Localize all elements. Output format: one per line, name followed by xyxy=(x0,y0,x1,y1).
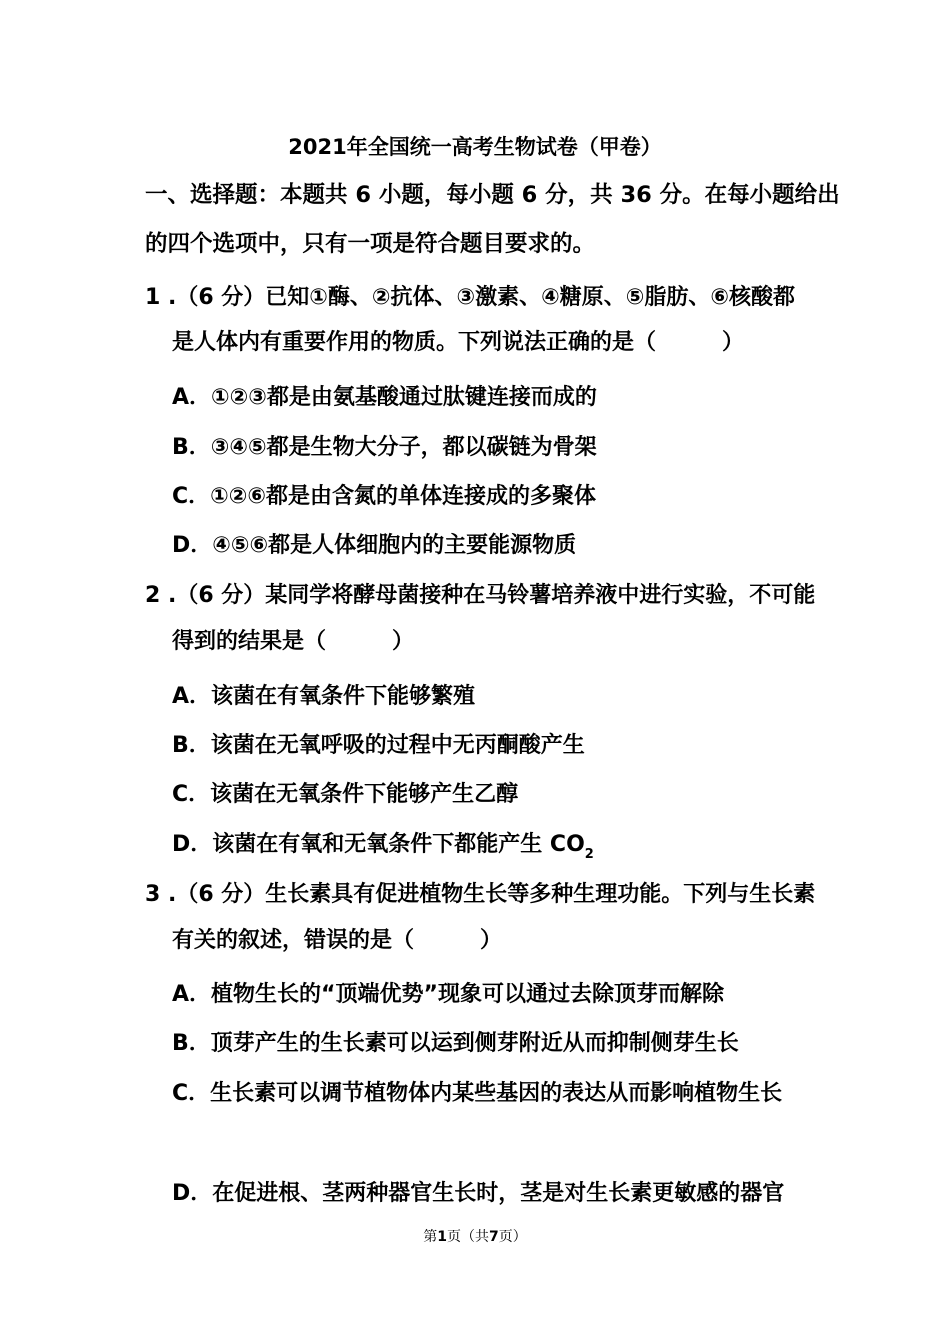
question-1-option-d: D．④⑤⑥都是人体细胞内的主要能源物质 xyxy=(172,533,577,558)
question-3-option-c: C．生长素可以调节植物体内某些基因的表达从而影响植物生长 xyxy=(172,1081,783,1106)
section-heading-line-1: 一、选择题：本题共 6 小题，每小题 6 分，共 36 分。在每小题给出 xyxy=(145,182,840,208)
question-2-stem-line-1: 2 .（6 分）某同学将酵母菌接种在马铃薯培养液中进行实验，不可能 xyxy=(145,583,816,608)
page-footer xyxy=(0,1228,950,1246)
question-2-option-a: A．该菌在有氧条件下能够繁殖 xyxy=(172,684,476,709)
question-2-option-b: B．该菌在无氧呼吸的过程中无丙酮酸产生 xyxy=(172,733,585,758)
question-2-stem-line-2: 得到的结果是（ ） xyxy=(172,629,415,654)
question-1-option-b: B．③④⑤都是生物大分子，都以碳链为骨架 xyxy=(172,435,597,460)
question-2-option-d-text: D．该菌在有氧和无氧条件下都能产生 CO xyxy=(172,832,585,857)
question-1-option-c: C．①②⑥都是由含氮的单体连接成的多聚体 xyxy=(172,484,597,509)
page-title: 2021年全国统一高考生物试卷（甲卷） xyxy=(288,135,662,159)
footer-total-pages: 7 xyxy=(489,1229,499,1245)
co2-subscript: 2 xyxy=(584,847,594,862)
footer-middle: 页（共 xyxy=(447,1229,489,1245)
question-3-option-b: B．顶芽产生的生长素可以运到侧芽附近从而抑制侧芽生长 xyxy=(172,1031,739,1056)
question-3-stem-line-2: 有关的叙述，错误的是（ ） xyxy=(172,928,503,953)
footer-suffix: 页） xyxy=(498,1229,527,1245)
question-3-stem-line-1: 3 .（6 分）生长素具有促进植物生长等多种生理功能。下列与生长素 xyxy=(145,882,816,907)
footer-prefix: 第 xyxy=(423,1229,438,1245)
question-1-option-a: A．①②③都是由氨基酸通过肽键连接而成的 xyxy=(172,385,597,410)
question-1-stem-line-1: 1 .（6 分）已知①酶、②抗体、③激素、④糖原、⑤脂肪、⑥核酸都 xyxy=(145,285,796,310)
question-3-option-d: D．在促进根、茎两种器官生长时，茎是对生长素更敏感的器官 xyxy=(172,1181,785,1206)
question-2-option-c: C．该菌在无氧条件下能够产生乙醇 xyxy=(172,782,519,807)
footer-page-number: 1 xyxy=(437,1229,447,1245)
question-3-option-a: A．植物生长的“顶端优势”现象可以通过去除顶芽而解除 xyxy=(172,982,724,1007)
question-1-stem-line-2: 是人体内有重要作用的物质。下列说法正确的是（ ） xyxy=(172,330,745,355)
question-2-option-d xyxy=(172,832,594,862)
section-heading-line-2: 的四个选项中，只有一项是符合题目要求的。 xyxy=(145,231,596,257)
